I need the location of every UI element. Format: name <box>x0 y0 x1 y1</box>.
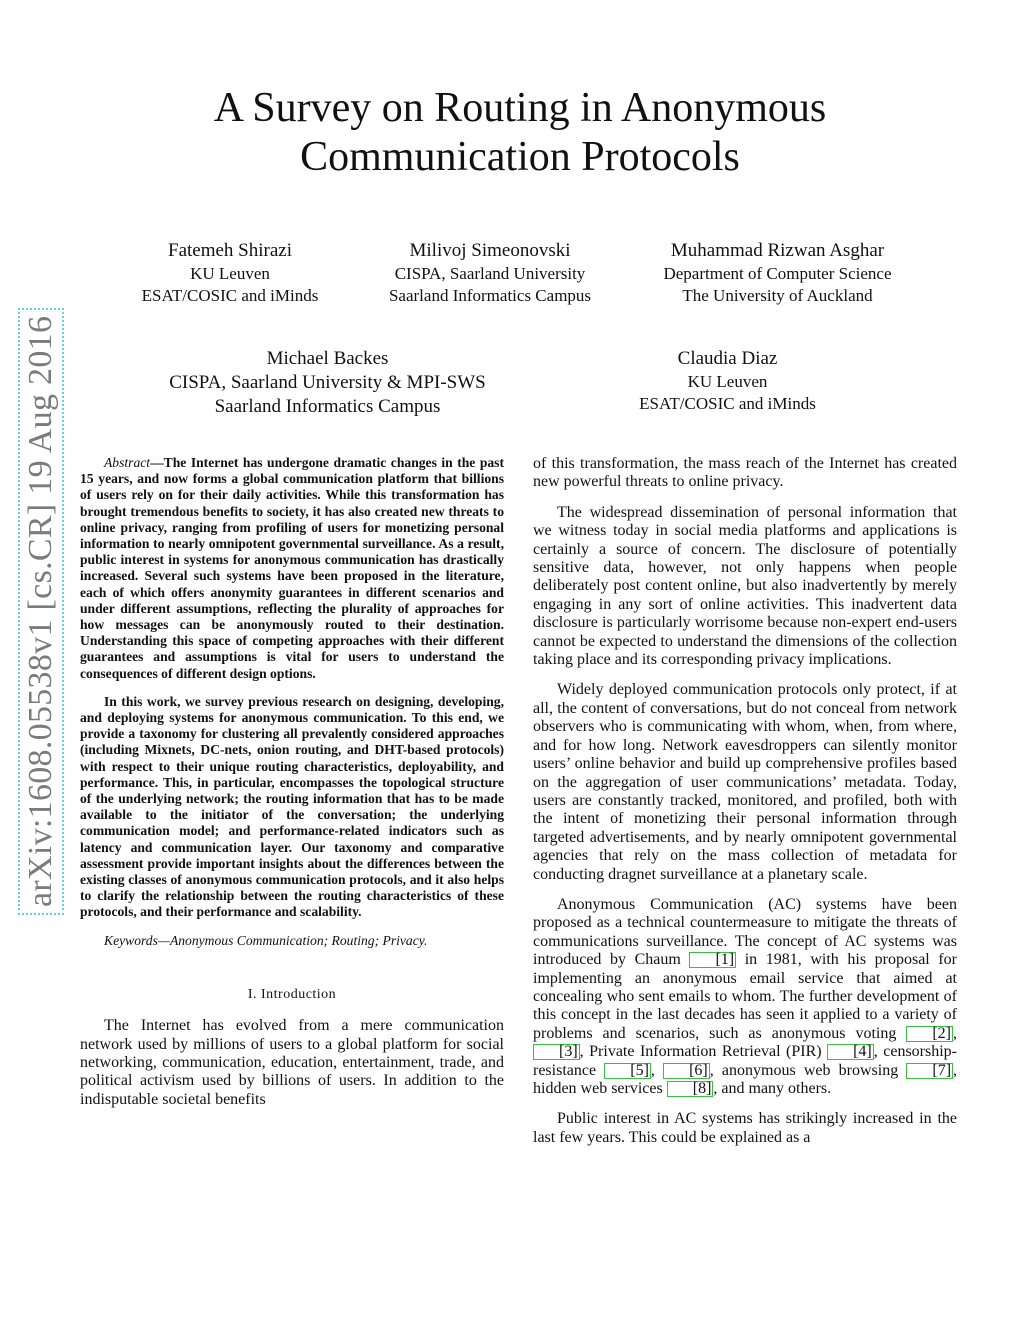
text-span: , anonymous web browsing <box>709 1061 907 1079</box>
abstract-text-1: —The Internet has undergone dramatic changes in the past 15 years, and now forms a global communication platform that billions of users rely on for their daily activities. While this transformation has brought tremendous benefits to society, it has also created new threats to online privacy, ranging from profiling of users for monetizing personal information to nearly omnipotent governmental surveillance. As a result, public interest in systems for anonymous communication has drastically increased. Several such systems have been proposed in the literature, each of which offers anonymity guarantees in different scenarios and under different assumptions, reflecting the plurality of approaches for how messages can be anonymously routed to their destination. Understanding this space of competing approaches with their different guarantees and assumptions is vital for users to understand the consequences of different design options. <box>80 455 504 681</box>
author-affiliation: CISPA, Saarland University <box>394 264 586 283</box>
text-span: Anonymous Communication (AC) systems have been proposed as a technical countermeasure to mitigate the threats of communications surveillance. The concept of AC systems was introduced by Chaum <box>533 895 957 969</box>
citation-link[interactable]: [7] <box>906 1063 953 1079</box>
author-affiliation: Saarland Informatics Campus <box>214 396 441 417</box>
citation-link[interactable]: [2] <box>906 1026 953 1042</box>
intro-paragraph-5: Public interest in AC systems has strikingly increased in the last few years. This could be explained as a <box>533 1110 957 1146</box>
citation-link[interactable]: [3] <box>533 1044 580 1060</box>
paper-title <box>60 84 980 182</box>
abstract-paragraph-1 <box>80 455 504 682</box>
citation-link[interactable]: [8] <box>667 1081 714 1097</box>
author-affiliation: The University of Auckland <box>682 286 873 305</box>
text-span: , censorship-resistance <box>533 1043 958 1079</box>
abstract-paragraph-2: In this work, we survey previous research on designing, developing, and deploying systems for anonymous communication. To this end, we provide a taxonomy for clustering all prevalently considered approaches (including Mixnets, DC-nets, onion routing, and DHT-based protocols) with respect to their unique routing characteristics, deployability, and performance. This, in particular, encompasses the topological structure of the underlying network; the routing information that has to be made available to the initiator of the conversation; the underlying communication model; and performance-related indicators such as latency and communication layer. Our taxonomy and comparative assessment provide important insights about the differences between the existing classes of anonymous communication protocols, and it also helps to clarify the relationship between the routing characteristics of these protocols, and their performance and scalability. <box>80 693 504 920</box>
citation-link[interactable]: [1] <box>689 952 736 968</box>
author-affiliation: ESAT/COSIC and iMinds <box>141 286 319 305</box>
author-affiliation: KU Leuven <box>190 264 270 283</box>
author-name: Muhammad Rizwan Asghar <box>670 240 885 261</box>
intro-continued-paragraph: of this transformation, the mass reach of the Internet has created new powerful threats to online privacy. <box>533 455 957 491</box>
author-block-backes <box>145 347 510 419</box>
text-span: , and many others. <box>713 1080 832 1097</box>
author-affiliation: Department of Computer Science <box>663 264 892 283</box>
intro-paragraph-3: Widely deployed communication protocols only protect, if at all, the content of conversations, but do not conceal from network observers who is communicating with whom, when, from where, and for how long. Network eavesdroppers can silently monitor users’ online behavior and build up comprehensive profiles based on the aggregation of user communications’ metadata. Today, users are constantly tracked, monitored, and profiled, both with the intent of monetizing their personal information through targeted advertisements, and by nearly omnipotent governmental agencies that rely on the mass collection of metadata for conducting dragnet surveillance at a planetary scale. <box>533 681 957 883</box>
author-name: Michael Backes <box>266 348 389 369</box>
author-affiliation: Saarland Informatics Campus <box>388 286 592 305</box>
title-line-2: Communication Protocols <box>300 134 740 180</box>
author-block-asghar <box>635 239 920 307</box>
right-column <box>533 455 957 1159</box>
abstract-label: Abstract <box>104 455 151 470</box>
intro-paragraph-4 <box>533 896 957 1098</box>
arxiv-identifier-stamp[interactable]: arXiv:1608.05538v1 [cs.CR] 19 Aug 2016 <box>18 308 64 915</box>
text-span: in 1981, with his proposal for implementing an anonymous email service that aimed at concealing who sent emails to whom. The further development of this concept in the last decades has seen it applied to a variety of problems and scenarios, such as anonymous voting <box>533 951 957 1042</box>
intro-paragraph-2: The widespread dissemination of personal information that we witness today in social media platforms and applications is certainly a source of concern. The disclosure of potentially sensitive data, however, not only happens when people deliberately post content online, but also inadvertently by merely engaging in any sort of online activities. This inadvertent data disclosure is particularly worrisome because non-expert end-users cannot be expected to understand the dimensions of the collection taking place and its corresponding privacy implications. <box>533 503 957 669</box>
title-line-1: A Survey on Routing in Anonymous <box>213 85 827 131</box>
author-block-diaz <box>615 347 840 415</box>
author-affiliation: ESAT/COSIC and iMinds <box>639 394 816 413</box>
section-heading-introduction: I. Introduction <box>247 986 337 1002</box>
text-span: , <box>650 1061 664 1079</box>
intro-paragraph-1: The Internet has evolved from a mere communication network used by millions of users to a global platform for social networking, communication, education, entertainment, trade, and political activism used by billions of users. In addition to the indisputable societal benefits <box>80 1017 504 1108</box>
author-block-shirazi <box>120 239 340 307</box>
citation-link[interactable]: [6] <box>663 1063 710 1079</box>
text-span: , <box>953 1024 957 1042</box>
citation-link[interactable]: [5] <box>604 1063 651 1079</box>
text-span: , hidden web services <box>533 1061 958 1097</box>
author-name: Fatemeh Shirazi <box>168 240 292 261</box>
text-span: , Private Information Retrieval (PIR) <box>579 1043 828 1061</box>
author-name: Milivoj Simeonovski <box>409 240 571 261</box>
abstract-column <box>80 455 504 1121</box>
author-name: Claudia Diaz <box>677 348 778 369</box>
author-affiliation: CISPA, Saarland University & MPI-SWS <box>169 372 486 393</box>
author-affiliation: KU Leuven <box>687 372 768 391</box>
author-block-simeonovski <box>360 239 620 307</box>
keywords: Keywords—Anonymous Communication; Routing; Privacy. <box>104 932 428 948</box>
citation-link[interactable]: [4] <box>827 1044 874 1060</box>
